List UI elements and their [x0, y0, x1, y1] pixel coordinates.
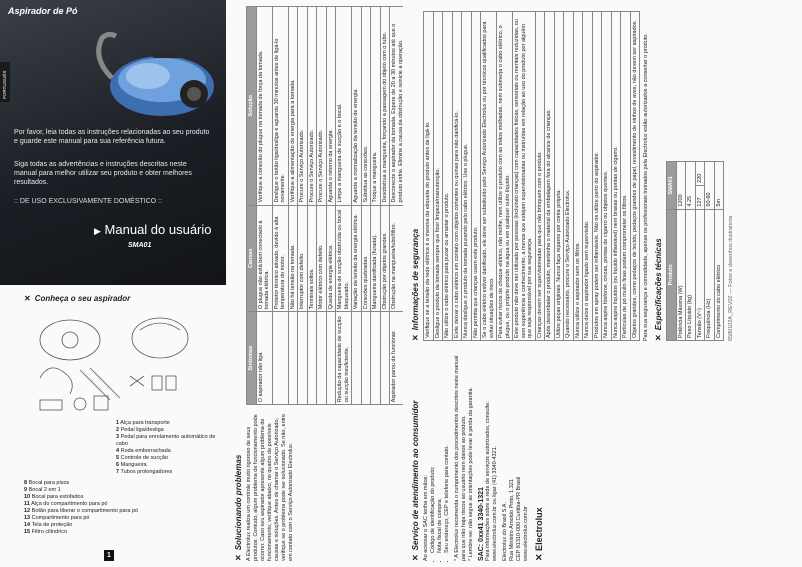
- know-section-title: ✕ Conheça o seu aspirador: [24, 294, 131, 303]
- table-row: Aspirador parou de funcionar. Obstrução na mangueira/tubo/filtro. Desconecte o aspirador da tomada. Espere de 20 a 30 minutos até que o produto esfrie. Elimine a causa da obstrução e reinicie a operação.: [390, 7, 404, 405]
- problems-intro: A Electrolux realiza um controle muito rigoroso de seus produtos. Contudo, algum problema de funcionamento pode ocorrer. Caso seu aspirador apresente algum problema de funcionamento, verifique abaixo, no quadro de possíveis causas e soluções. Antes de chamar o Serviço Autorizado, verifique se o problema pode ser solucionado. Se não, entre em contato com o Serviço Autorizado Electrolux.: [246, 413, 294, 561]
- part-item: 1 Alça para transporte: [116, 420, 170, 426]
- x-bullet-icon: ✕: [234, 554, 243, 561]
- problems-table-header: Sintomas Causas Solução: [247, 7, 257, 405]
- list-item: Nunca desligue o produto da tomada puxando pelo cabo elétrico. Use o plugue.: [462, 12, 472, 341]
- part-item: 8 Bocal para pisos: [24, 480, 70, 486]
- safety-section: [409, 11, 735, 341]
- parts-diagram: [20, 308, 210, 413]
- vacuum-cleaner-image: [82, 28, 222, 128]
- domestic-use-note: :: DE USO EXCLUSIVAMENTE DOMÉSTICO ::: [14, 198, 163, 205]
- table-row: Conexões quebradas. Substitua as conexões.: [361, 7, 371, 405]
- intro-paragraph-1: Por favor, leia todas as instruções relacionadas ao seu produto e guarde este manual para sua referência futura.: [14, 129, 210, 145]
- part-item: 11 Alça do compartimento para pó: [24, 501, 108, 507]
- page-number: 1: [104, 550, 114, 561]
- table-row: Peso Líquido (kg) 4.25: [686, 162, 696, 341]
- part-item: 4 Roda emborrachada: [116, 448, 171, 454]
- service-checklist: • Código de identificação do produto; • Nota fiscal de compra; • Seu endereço, CEP e telefone para contato.: [430, 351, 451, 561]
- table-row: Variação da tensão da energia elétrica. Aguarde a normalização da tensão de energia.: [352, 7, 362, 405]
- table-row: Obstrução por objetos grandes. Desobstrua a mangueira, forçando a passagem do objeto com o tubo.: [380, 7, 390, 405]
- table-row: Frequência (Hz) 50-60: [705, 162, 715, 341]
- list-item: Não permita que crianças usem este produto.: [471, 12, 481, 341]
- problems-table: [246, 6, 403, 405]
- service-title: ✕Serviço de atendimento ao consumidor: [411, 400, 420, 561]
- list-item: Se o cabo elétrico estiver danificado, ele deve ser substituído pelo Serviço Autorizado Electrolux ou por técnicos qualificados para evitar situações de risco.: [481, 12, 497, 341]
- part-item: 13 Compartimento para pó: [24, 515, 90, 521]
- electrolux-logo: ✕ Electrolux: [534, 507, 544, 561]
- list-item: Não utilize o cabo elétrico para puxar ou arrastar o produto.: [443, 12, 453, 341]
- list-item: Nunca deixe o aspirador ligado sem supervisão.: [583, 12, 593, 341]
- part-item: 3 Pedal para enrolamento automático de cabo: [116, 434, 216, 447]
- list-item: Evite deixar o cabo elétrico em contato com objetos cortantes ou quinas para não danificá-lo.: [452, 12, 462, 341]
- list-item: Para evitar riscos de choque elétrico, não molhe, nem utilize o produto com as mãos molhadas, nem submerja o cabo elétrico, o plugue, ou o próprio produto na água ou em qualquer outro líquido.: [497, 12, 513, 341]
- safety-list: [423, 11, 640, 341]
- problems-title: ✕Solucionando problemas: [234, 454, 243, 561]
- table-row: Não há tensão na tomada. Verifique a alimentação de energia para a tomada.: [288, 7, 298, 405]
- x-bullet-icon: ✕: [411, 554, 420, 561]
- safety-title: ✕Informações de segurança: [411, 228, 420, 341]
- table-row: Redução da capacidade de sucção ou sucção insuficiente. Mangueira de sucção obstruída ou bocal bloqueado. Limpe a mangueira de sucção e o bocal.: [336, 7, 352, 405]
- list-item: Utilize peças originais. Nunca faça reparos por conta própria.: [554, 12, 564, 341]
- part-item: 5 Controle de sucção: [116, 455, 168, 461]
- part-item: 2 Pedal liga/desliga: [116, 427, 164, 433]
- service-section: ✕Serviço de atendimento ao consumidor Ao acessar o SAC tenha em mãos: • Código de identificação do produto; • Nota fiscal de compra; • Seu endereço, CEP e telefone para contato. * A Electrolux recomenda o cumprimento dos procedimentos descritos neste manual para que não haja riscos ao usuário nem danos ao produto. * Lembre-se: não segue as orientações pode levar à perda da garantia. SAC: 0xx41 3340-1321 Para informações sobre a rede de serviços autorizados, consulte: www.electrolux.com.br ou ligar (41) 3340-4321. Electrolux do Brasil S.A. Rua Ministro Arnoldo Pinto, 1.321 CEP 81310-000 Curitiba-PR Brasil www.electrolux.com.br ✕ Electrolux: [409, 351, 735, 561]
- specs-table: Produto SMA01 Potência Máxima (W) 1200 Peso Líquido (kg) 4.25 Tensão (V~) 127 220 Frequência (Hz) 50-60 Comprimento do cabo elétrico 5m: [666, 161, 724, 341]
- list-item: Nunca aspire fósforos, cinzas, pontas de cigarro ou objetos quentes.: [602, 12, 612, 341]
- chevron-right-icon: ▶: [94, 226, 101, 236]
- table-row: Tensão (V~) 127 220: [695, 162, 705, 341]
- specs-title: ✕Especificações técnicas: [654, 238, 663, 341]
- x-bullet-icon: ✕: [654, 334, 663, 341]
- list-item: Produtos em spray podem ser inflamáveis. Não os utilize perto do aspirador.: [592, 12, 602, 341]
- table-row: O aspirador não liga. O plugue não está bem conectado à tomada elétrica. Verifique a conexão do plugue na tomada de força da tomada.: [256, 7, 272, 405]
- model-code: SMA01: [128, 242, 152, 249]
- footer: 6580102A_REV02 — Fotos e desenhos ilustrativos: [728, 215, 734, 341]
- part-item: 12 Botão para liberar o compartimento para pó: [24, 508, 139, 514]
- table-row: Mangueira danificada (furada). Troque a mangueira.: [371, 7, 381, 405]
- part-item: 15 Filtro cilíndrico: [24, 529, 68, 535]
- list-item: Nunca utilize o aspirador sem os filtros.: [573, 12, 583, 341]
- part-item: 14 Tela de proteção: [24, 522, 73, 528]
- list-item: Quando necessário, procure o Serviço Autorizado Electrolux.: [564, 12, 574, 341]
- part-item: 10 Bocal para estofados: [24, 494, 84, 500]
- electrolux-logo-icon: ✕: [534, 553, 544, 561]
- intro-paragraph-2: Siga todas as advertências e instruções descritas neste manual para melhor utilizar seu produto e obter melhores resultados.: [14, 161, 192, 186]
- list-item: Após desembalar o produto, mantenha o material da embalagem fora do alcance de crianças.: [545, 12, 555, 341]
- list-item: Objetos grandes, como pedaços de tecido, pedaços grandes de papel, revestimento de ninhos de aves, não devem ser aspirados.: [630, 12, 640, 341]
- know-section: [0, 288, 226, 567]
- part-item: 6 Mangueira: [116, 462, 147, 468]
- table-row: Protetor térmico ativado, devido à alta temperatura do motor. Desligue o botão liga/desliga e aguarde 30 minutos antes de ligá-lo novamente.: [272, 7, 288, 405]
- table-row: Comprimento do cabo elétrico 5m: [714, 162, 724, 341]
- x-bullet-icon: ✕: [24, 294, 31, 303]
- list-item: Desligue o produto da tomada sempre que fizer limpeza/manutenção.: [433, 12, 443, 341]
- right-column: [405, 0, 802, 567]
- cover-panel: [0, 0, 226, 285]
- parts-legend: [24, 420, 224, 536]
- specs-footnote: Para sua segurança e comodidade, apenas os profissionais treinados pela Electrolux estão autorizados a consertar o produto.: [643, 33, 649, 341]
- table-row: Potência Máxima (W) 1200: [676, 162, 686, 341]
- part-item: 7 Tubos prolongadores: [116, 469, 173, 475]
- middle-column: [228, 0, 403, 567]
- list-item: Nunca aspire líquidos (ou líquido inflamável) nem brasas ou pontas de cigarro.: [611, 12, 621, 341]
- table-row: Motor elétrico com defeito. Procure o Serviço Autorizado.: [317, 7, 327, 405]
- list-item: Partículas de pó muito finas podem comprometer os filtros.: [621, 12, 631, 341]
- company-address: Electrolux do Brasil S.A. Rua Ministro Arnoldo Pinto, 1.321 CEP 81310-000 Curitiba-PR Brasil www.electrolux.com.br: [502, 476, 529, 561]
- list-item: Crianças devem ser supervisionadas para que não brinquem com o produto.: [535, 12, 545, 341]
- table-row: Terminais soltos. Procure o Serviço Autorizado.: [307, 7, 317, 405]
- part-item: 9 Bocal 2 em 1: [24, 487, 61, 493]
- list-item: Este produto não deve ser utilizado por pessoas (incluindo crianças) com capacidades físicas, sensoriais ou mentais reduzidas, ou sem experiência e conhecimento, a menos que estejam supervisionadas ou instruídas em relação ao uso do produto por alguém que seja responsável por sua segurança.: [513, 12, 536, 341]
- manual-title: ▶ Manual do usuário: [94, 222, 212, 237]
- cover-title: Aspirador de Pó: [8, 6, 78, 16]
- list-item: Verifique se a tensão da rede elétrica é a mesma da etiqueta do produto antes de ligá-lo.: [424, 12, 434, 341]
- table-row: Queda de energia elétrica. Aguarde o retorno da energia.: [326, 7, 336, 405]
- table-row: Interruptor com defeito. Procure o Serviço Autorizado.: [298, 7, 308, 405]
- language-tab: PORTUGUÊS: [0, 62, 10, 102]
- sac-phone: SAC: 0xx41 3340-1321: [478, 487, 485, 561]
- x-bullet-icon: ✕: [411, 334, 420, 341]
